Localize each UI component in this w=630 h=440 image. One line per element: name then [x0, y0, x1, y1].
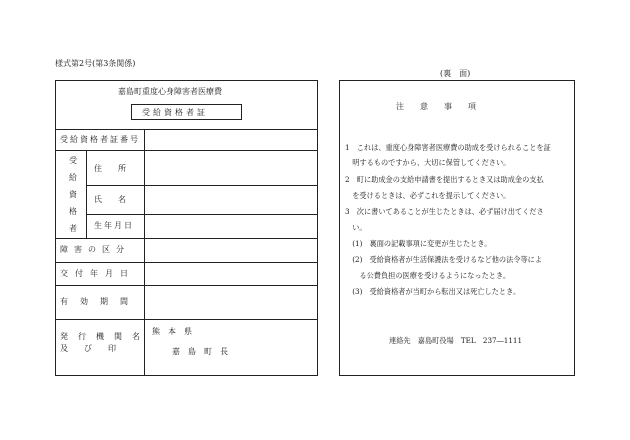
town-mayor-text: 嘉 島 町 長: [172, 347, 228, 356]
front-card: [55, 80, 318, 376]
note-line: 明するものですから、大切に保管してください。: [345, 158, 511, 167]
holder-char: 格: [69, 207, 77, 216]
note-line: 3 次に書いてあることが生じたときは、必ず届け出てくださ: [345, 207, 544, 216]
issuer-label: 発行機関名: [60, 332, 150, 341]
rule: [86, 150, 87, 238]
holder-char: 給: [69, 173, 77, 182]
rule: [86, 185, 317, 186]
note-line: 1 これは、重度心身障害者医療費の助成を受けられることを証: [345, 143, 551, 152]
rule: [56, 238, 317, 239]
disability-category-label: 障害の区分: [60, 245, 130, 254]
holder-char: 受: [69, 156, 77, 165]
rule: [56, 129, 317, 130]
note-line: (3) 受給資格者が当町から転出又は死亡したとき。: [345, 287, 521, 296]
rule: [56, 262, 317, 263]
issue-date-label: 交付年月日: [60, 269, 135, 278]
card-title: 嘉島町重度心身障害者医療費: [118, 87, 222, 96]
certificate-label-box: [131, 104, 242, 120]
note-line: る公費負担の医療を受けるようになったとき。: [345, 271, 511, 280]
prefecture-text: 熊 本 県: [152, 327, 192, 336]
notes-heading: 注 意 事 項: [396, 102, 476, 111]
holder-char: 資: [69, 190, 77, 199]
note-line: (2) 受給資格者が生活保護法を受けるなど他の法令等によ: [345, 255, 543, 264]
note-line: を受けるときは、必ずこれを提示してください。: [345, 191, 511, 200]
contact-info: 連絡先 嘉島町役場 TEL 237―1111: [389, 336, 523, 345]
rule: [56, 319, 317, 320]
note-line: 2 町に助成金の支給申請書を提出するとき又は助成金の支払: [345, 175, 544, 184]
back-side-label: (裏 面): [440, 69, 471, 78]
rule: [56, 285, 317, 286]
birth-date-label: 生年月日: [94, 221, 134, 230]
rule: [56, 150, 317, 151]
rule: [86, 214, 317, 215]
certificate-label: 受給資格者証: [142, 108, 208, 117]
note-line: い。: [345, 223, 367, 232]
holder-char: 者: [69, 224, 77, 233]
back-card: [339, 80, 575, 376]
issuer-seal-label: 及 び 印: [60, 344, 116, 353]
cert-number-label: 受給資格者証番号: [60, 135, 140, 144]
note-line: (1) 裏面の記載事項に変更が生じたとき。: [345, 239, 492, 248]
valid-period-label: 有効期間: [60, 297, 140, 306]
form-number: 様式第2号(第3条関係): [55, 59, 136, 68]
name-label: 氏 名: [94, 195, 126, 204]
address-label: 住 所: [94, 164, 126, 173]
